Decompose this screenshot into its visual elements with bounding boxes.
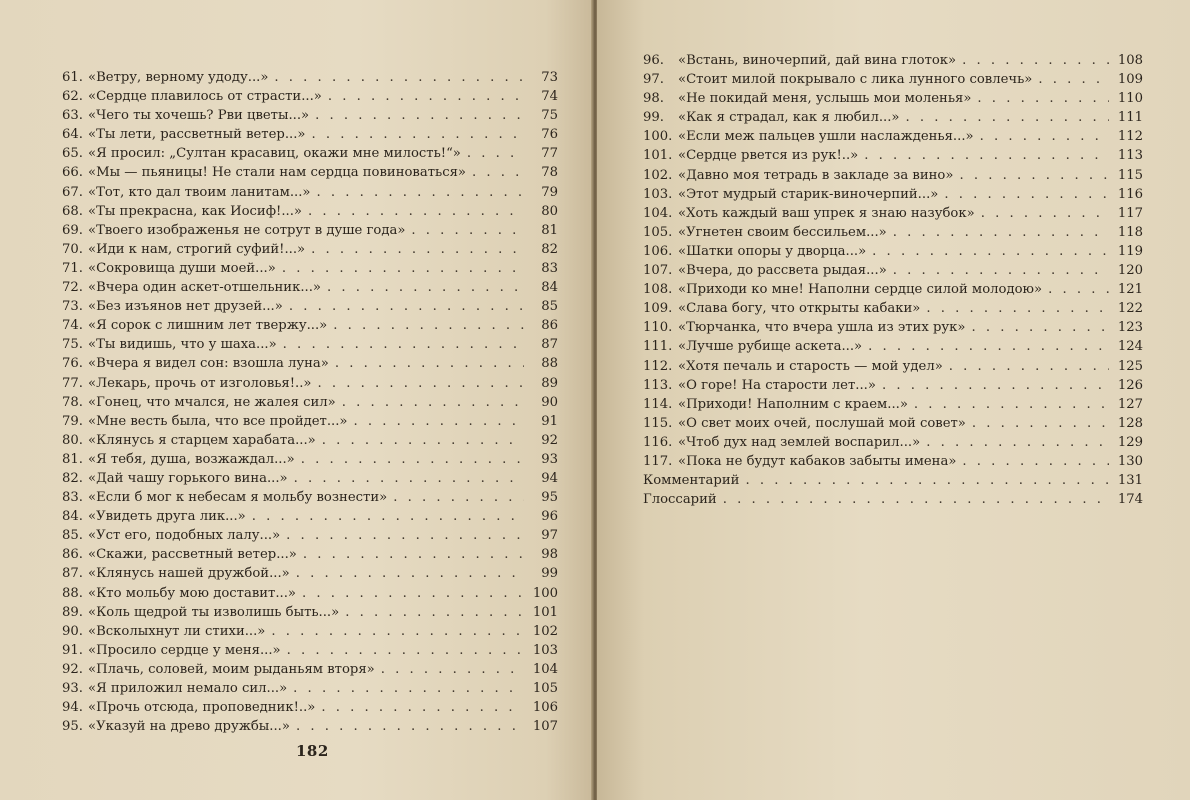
toc-entry-title: «Мне весть была, что все пройдет...» [88, 413, 348, 429]
toc-entry-page: 126 [1117, 377, 1143, 393]
toc-entry-page: 108 [1117, 53, 1143, 68]
toc-entry-page: 73 [541, 70, 558, 85]
toc-entry-page: 93 [541, 451, 558, 467]
toc-entry-title: «Не покидай меня, услышь мои моленья» [678, 91, 972, 107]
toc-entry-number: 96. [643, 53, 664, 68]
toc-entry [643, 70, 1143, 89]
toc-entry [62, 202, 558, 221]
toc-entry-page: 115 [1117, 167, 1143, 183]
dot-leader [289, 297, 524, 316]
toc-entry-page: 105 [532, 681, 558, 696]
toc-entry-title: «Я тебя, душа, возжаждал...» [88, 451, 295, 467]
toc-entry-page: 128 [1117, 415, 1143, 431]
dot-leader [296, 717, 524, 736]
toc-entry-title: «Приходи! Наполним с краем...» [678, 396, 908, 412]
dot-leader [467, 144, 524, 163]
toc-entry-title: «Без изъянов нет друзей...» [88, 299, 283, 315]
dot-leader [328, 87, 524, 106]
toc-entry [643, 185, 1143, 204]
toc-entry-title: «Клянусь нашей дружбой...» [88, 566, 290, 582]
toc-entry [62, 221, 558, 240]
toc-entry-number: 82. [62, 470, 83, 486]
dot-leader [321, 698, 524, 717]
toc-entry [62, 660, 558, 679]
toc-entry-number: 92. [62, 661, 83, 677]
toc-entry [643, 433, 1143, 452]
toc-entry-number: 63. [62, 108, 83, 124]
toc-entry-number: 64. [62, 127, 83, 143]
toc-entry-page: 131 [1117, 473, 1143, 489]
toc-entry [643, 376, 1143, 395]
toc-entry-title: «Приходи ко мне! Наполни сердце силой молодою» [678, 282, 1043, 298]
dot-leader [333, 316, 524, 335]
toc-entry-number: 70. [62, 241, 83, 257]
dot-leader [1048, 280, 1109, 299]
toc-entry-page: 116 [1117, 186, 1143, 202]
toc-entry-page: 102 [532, 623, 558, 639]
toc-entry-number: 100. [643, 129, 673, 145]
dot-leader [296, 564, 524, 583]
toc-entry-number: 68. [62, 203, 83, 219]
toc-entry-title: «Скажи, рассветный ветер...» [88, 547, 297, 563]
toc-entry [643, 204, 1143, 223]
toc-entry-page: 113 [1117, 148, 1143, 164]
toc-entry-title: «Твоего изображенья не сотрут в душе года» [88, 222, 406, 238]
toc-entry-page: 79 [541, 184, 558, 200]
toc-entry-number: 77. [62, 375, 83, 391]
left-page [0, 0, 593, 800]
toc-entry-number: 113. [643, 377, 673, 393]
toc-entry-page: 106 [532, 700, 558, 716]
toc-entry-page: 122 [1117, 301, 1143, 317]
dot-leader [971, 318, 1109, 337]
toc-entry-number: 91. [62, 642, 83, 658]
toc-entry-title: «Прочь отсюда, проповедник!..» [88, 700, 316, 716]
dot-leader [322, 431, 524, 450]
toc-entry-number: 98. [643, 91, 664, 107]
toc-entry-number: 101. [643, 148, 673, 164]
dot-leader [872, 242, 1109, 261]
dot-leader [882, 376, 1109, 395]
toc-entry [62, 259, 558, 278]
right-page [597, 0, 1190, 800]
page-number: 182 [296, 742, 329, 760]
toc-entry-title: «Дай чашу горького вина...» [88, 470, 288, 486]
toc-entry [62, 412, 558, 431]
toc-entry-number: 88. [62, 585, 83, 601]
toc-entry [62, 603, 558, 622]
toc-entry-page: 82 [541, 241, 558, 257]
toc-entry-page: 78 [541, 165, 558, 181]
toc-entry-title: «Ты видишь, что у шаха...» [88, 337, 277, 353]
toc-entry-title: «Клянусь я старцем харабата...» [88, 432, 316, 448]
toc-entry-page: 83 [541, 260, 558, 276]
toc-entry-number: 116. [643, 434, 673, 450]
toc-entry-number: 61. [62, 70, 83, 85]
toc-entry-number: 86. [62, 547, 83, 563]
dot-leader [905, 108, 1109, 127]
toc-entry-title: «Кто мольбу мою доставит...» [88, 585, 296, 601]
dot-leader [972, 414, 1109, 433]
toc-entry-number: 85. [62, 528, 83, 544]
toc-entry-title: «Плачь, соловей, моим рыданьям вторя» [88, 661, 375, 677]
dot-leader [308, 202, 524, 221]
dot-leader [252, 507, 524, 526]
toc-entry [62, 125, 558, 144]
toc-entry-page: 100 [532, 585, 558, 601]
toc-entry-page: 118 [1117, 224, 1143, 240]
toc-entry-page: 104 [532, 661, 558, 677]
toc-entry-page: 129 [1117, 434, 1143, 450]
toc-entry [62, 507, 558, 526]
toc-entry-title: «Вчера один аскет-отшельник...» [88, 280, 321, 296]
toc-entry-number: 74. [62, 318, 83, 334]
toc-entry-page: 74 [541, 89, 558, 105]
toc-entry-page: 95 [541, 490, 558, 506]
toc-entry-page: 81 [541, 222, 558, 238]
dot-leader [864, 146, 1109, 165]
toc-entry-number: 62. [62, 89, 83, 105]
toc-entry-number: 72. [62, 280, 83, 296]
toc-entry-title: «Если б мог к небесам я мольбу вознести» [88, 490, 388, 506]
toc-entry-title: «Я просил: „Султан красавиц, окажи мне милость!“» [88, 146, 461, 162]
toc-entry [643, 280, 1143, 299]
toc-entry-title: «Сокровища души моей...» [88, 260, 276, 276]
toc-appendix-entry [643, 490, 1143, 509]
dot-leader [914, 395, 1109, 414]
toc-entry [62, 278, 558, 297]
toc-entry-title: «Чего ты хочешь? Рви цветы...» [88, 108, 310, 124]
toc-entry-number: 87. [62, 566, 83, 582]
dot-leader [271, 622, 524, 641]
toc-entry-number: 75. [62, 337, 83, 353]
toc-entry-title: Комментарий [643, 473, 740, 489]
toc-entry [643, 261, 1143, 280]
toc-entry [643, 242, 1143, 261]
toc-entry [62, 393, 558, 412]
toc-entry-number: 115. [643, 415, 673, 431]
toc-entry-page: 101 [532, 604, 558, 620]
toc-entry-title: Глоссарий [643, 492, 717, 508]
toc-entry-title: «Давно моя тетрадь в закладе за вино» [678, 167, 954, 183]
toc-entry [62, 354, 558, 373]
toc-entry-title: «Ветру, верному удоду...» [88, 70, 269, 85]
toc-entry-number: 103. [643, 186, 673, 202]
toc-entry-page: 85 [541, 299, 558, 315]
toc-entry-title: «Ты лети, рассветный ветер...» [88, 127, 306, 143]
toc-entry-page: 109 [1117, 72, 1143, 88]
toc-entry-page: 89 [541, 375, 558, 391]
toc-entry-number: 73. [62, 299, 83, 315]
toc-entry [643, 395, 1143, 414]
toc-entry-page: 90 [541, 394, 558, 410]
toc-entry-title: «Просило сердце у меня...» [88, 642, 281, 658]
toc-entry-number: 65. [62, 146, 83, 162]
dot-leader [294, 469, 524, 488]
toc-entry-number: 114. [643, 396, 673, 412]
dot-leader [342, 393, 524, 412]
dot-leader [287, 641, 524, 660]
toc-entry [62, 335, 558, 354]
toc-entry-number: 80. [62, 432, 83, 448]
dot-leader [327, 278, 524, 297]
dot-leader [959, 166, 1109, 185]
dot-leader [962, 452, 1109, 471]
dot-leader [393, 488, 524, 507]
dot-leader [302, 584, 524, 603]
toc-entry-page: 88 [541, 356, 558, 372]
toc-entry-page: 98 [541, 547, 558, 563]
toc-entry-page: 92 [541, 432, 558, 448]
toc-entry-page: 77 [541, 146, 558, 162]
toc-entry-title: «Вчера, до рассвета рыдая...» [678, 263, 887, 279]
toc-entry-title: «Встань, виночерпий, дай вина глоток» [678, 53, 957, 68]
toc-entry [643, 146, 1143, 165]
toc-entry-title: «Чтоб дух над землей воспарил...» [678, 434, 921, 450]
toc-entry-page: 120 [1117, 263, 1143, 279]
dot-leader [303, 545, 524, 564]
toc-entry-page: 130 [1117, 453, 1143, 469]
toc-entry [62, 564, 558, 583]
toc-entry-page: 97 [541, 528, 558, 544]
dot-leader [411, 221, 524, 240]
toc-entry-number: 76. [62, 356, 83, 372]
dot-leader [335, 354, 524, 373]
toc-entry [643, 452, 1143, 471]
toc-entry-number: 78. [62, 394, 83, 410]
dot-leader [1038, 70, 1109, 89]
toc-entry-title: «Увидеть друга лик...» [88, 509, 246, 525]
toc-entry [62, 431, 558, 450]
toc-entry-title: «Хотя печаль и старость — мой удел» [678, 358, 943, 374]
toc-entry-title: «Хоть каждый ваш упрек я знаю назубок» [678, 205, 975, 221]
dot-leader [301, 450, 524, 469]
toc-entry-page: 110 [1117, 91, 1143, 107]
dot-leader [353, 412, 524, 431]
toc-entry-number: 107. [643, 263, 673, 279]
toc-entry-number: 81. [62, 451, 83, 467]
dot-leader [293, 679, 524, 698]
toc-entry-title: «Мы — пьяницы! Не стали нам сердца повиноваться» [88, 165, 466, 181]
toc-entry [643, 51, 1143, 70]
toc-entry [643, 127, 1143, 146]
toc-entry-title: «Коль щедрой ты изволишь быть...» [88, 604, 340, 620]
toc-entry-page: 75 [541, 108, 558, 124]
toc-entry [62, 240, 558, 259]
toc-entry-title: «Гонец, что мчался, не жалея сил» [88, 394, 336, 410]
dot-leader [926, 299, 1109, 318]
toc-entry-number: 93. [62, 681, 83, 696]
toc-entry-title: «Ты прекрасна, как Иосиф!...» [88, 203, 302, 219]
toc-entry-title: «Я приложил немало сил...» [88, 681, 288, 696]
toc-entry-number: 112. [643, 358, 673, 374]
toc-entry [643, 414, 1143, 433]
toc-entry-page: 174 [1117, 492, 1143, 508]
toc-entry [62, 526, 558, 545]
toc-entry-page: 86 [541, 318, 558, 334]
toc-entry-page: 76 [541, 127, 558, 143]
toc-entry-title: «Иди к нам, строгий суфий!...» [88, 241, 306, 257]
dot-leader [944, 185, 1109, 204]
toc-entry [62, 87, 558, 106]
toc-entry [62, 622, 558, 641]
dot-leader [962, 51, 1109, 70]
toc-entry [643, 299, 1143, 318]
toc-entry [643, 89, 1143, 108]
toc-entry [62, 374, 558, 393]
toc-entry-title: «Если меж пальцев ушли наслажденья...» [678, 129, 974, 145]
dot-leader [318, 374, 525, 393]
dot-leader [949, 357, 1109, 376]
dot-leader [274, 68, 524, 87]
toc-entry-number: 99. [643, 110, 664, 126]
toc-entry-page: 112 [1117, 129, 1143, 145]
dot-leader [868, 337, 1109, 356]
toc-entry-title: «Шатки опоры у дворца...» [678, 243, 867, 259]
toc-entry-title: «О свет моих очей, послушай мой совет» [678, 415, 966, 431]
toc-entry [643, 166, 1143, 185]
toc-entry [62, 545, 558, 564]
dot-leader [893, 261, 1109, 280]
toc-entry-number: 89. [62, 604, 83, 620]
dot-leader [981, 204, 1109, 223]
toc-entry [62, 717, 558, 736]
toc-entry [62, 106, 558, 125]
dot-leader [311, 240, 524, 259]
toc-entry-page: 80 [541, 203, 558, 219]
toc-entry [62, 144, 558, 163]
toc-entry [62, 679, 558, 698]
right-toc-list [643, 51, 1143, 509]
toc-entry-title: «Тот, кто дал твоим ланитам...» [88, 184, 311, 200]
toc-entry-page: 119 [1117, 243, 1143, 259]
dot-leader [926, 433, 1109, 452]
toc-entry-number: 66. [62, 165, 83, 181]
toc-entry-number: 97. [643, 72, 664, 88]
dot-leader [893, 223, 1109, 242]
toc-entry-number: 84. [62, 509, 83, 525]
toc-entry-page: 87 [541, 337, 558, 353]
toc-entry-title: «Тюрчанка, что вчера ушла из этих рук» [678, 320, 966, 336]
toc-entry-number: 94. [62, 700, 83, 716]
toc-entry-title: «Лучше рубище аскета...» [678, 339, 863, 355]
toc-entry-page: 103 [532, 642, 558, 658]
toc-entry-title: «Всколыхнут ли стихи...» [88, 623, 266, 639]
toc-entry-number: 69. [62, 222, 83, 238]
toc-entry [62, 698, 558, 717]
toc-entry-title: «Уст его, подобных лалу...» [88, 528, 281, 544]
dot-leader [283, 335, 524, 354]
toc-entry-number: 110. [643, 320, 673, 336]
dot-leader [311, 125, 524, 144]
toc-entry-number: 95. [62, 719, 83, 735]
toc-entry [62, 488, 558, 507]
toc-entry-title: «Слава богу, что открыты кабаки» [678, 301, 921, 317]
toc-entry-number: 109. [643, 301, 673, 317]
toc-entry [643, 318, 1143, 337]
toc-entry-page: 121 [1117, 282, 1143, 298]
toc-entry-title: «Лекарь, прочь от изголовья!..» [88, 375, 312, 391]
toc-entry-page: 124 [1117, 339, 1143, 355]
toc-entry-title: «Этот мудрый старик-виночерпий...» [678, 186, 939, 202]
toc-entry [62, 68, 558, 87]
toc-entry-number: 71. [62, 260, 83, 276]
toc-entry-title: «Стоит милой покрывало с лика лунного совлечь» [678, 72, 1033, 88]
toc-entry-title: «Угнетен своим бессильем...» [678, 224, 887, 240]
toc-entry [62, 584, 558, 603]
toc-entry-number: 117. [643, 453, 673, 469]
dot-leader [472, 163, 524, 182]
toc-appendix-entry [643, 471, 1143, 490]
toc-entry-title: «Вчера я видел сон: взошла луна» [88, 356, 329, 372]
toc-entry-page: 123 [1117, 320, 1143, 336]
toc-entry-number: 67. [62, 184, 83, 200]
toc-entry-number: 105. [643, 224, 673, 240]
toc-entry-number: 79. [62, 413, 83, 429]
toc-entry-title: «Указуй на древо дружбы...» [88, 719, 290, 735]
toc-entry-number: 111. [643, 339, 673, 355]
dot-leader [286, 526, 524, 545]
toc-entry-page: 94 [541, 470, 558, 486]
toc-entry [643, 337, 1143, 356]
dot-leader [723, 490, 1109, 509]
toc-entry-page: 91 [541, 413, 558, 429]
dot-leader [282, 259, 524, 278]
toc-entry-title: «Как я страдал, как я любил...» [678, 110, 900, 126]
dot-leader [745, 471, 1109, 490]
dot-leader [315, 106, 524, 125]
toc-entry-number: 106. [643, 243, 673, 259]
toc-entry-number: 104. [643, 205, 673, 221]
toc-entry-title: «Я сорок с лишним лет твержу...» [88, 318, 328, 334]
toc-entry [62, 641, 558, 660]
toc-entry-title: «Сердце плавилось от страсти...» [88, 89, 322, 105]
dot-leader [381, 660, 524, 679]
toc-entry [62, 183, 558, 202]
toc-entry-page: 99 [541, 566, 558, 582]
left-toc-list [62, 68, 558, 736]
dot-leader [345, 603, 524, 622]
toc-entry [643, 223, 1143, 242]
toc-entry-page: 111 [1117, 110, 1143, 126]
toc-entry [62, 297, 558, 316]
toc-entry-page: 96 [541, 509, 558, 525]
dot-leader [980, 127, 1109, 146]
toc-entry-page: 117 [1117, 205, 1143, 221]
toc-entry-title: «Сердце рвется из рук!..» [678, 148, 859, 164]
toc-entry [643, 108, 1143, 127]
dot-leader [977, 89, 1109, 108]
toc-entry-number: 108. [643, 282, 673, 298]
toc-entry-page: 84 [541, 280, 558, 296]
toc-entry-page: 107 [532, 719, 558, 735]
toc-entry-number: 102. [643, 167, 673, 183]
toc-entry [62, 450, 558, 469]
toc-entry [643, 357, 1143, 376]
toc-entry-title: «О горе! На старости лет...» [678, 377, 876, 393]
toc-entry-page: 125 [1117, 358, 1143, 374]
toc-entry-number: 90. [62, 623, 83, 639]
toc-entry [62, 469, 558, 488]
toc-entry [62, 163, 558, 182]
toc-entry-number: 83. [62, 490, 83, 506]
toc-entry [62, 316, 558, 335]
dot-leader [316, 183, 524, 202]
toc-entry-page: 127 [1117, 396, 1143, 412]
toc-entry-title: «Пока не будут кабаков забыты имена» [678, 453, 957, 469]
